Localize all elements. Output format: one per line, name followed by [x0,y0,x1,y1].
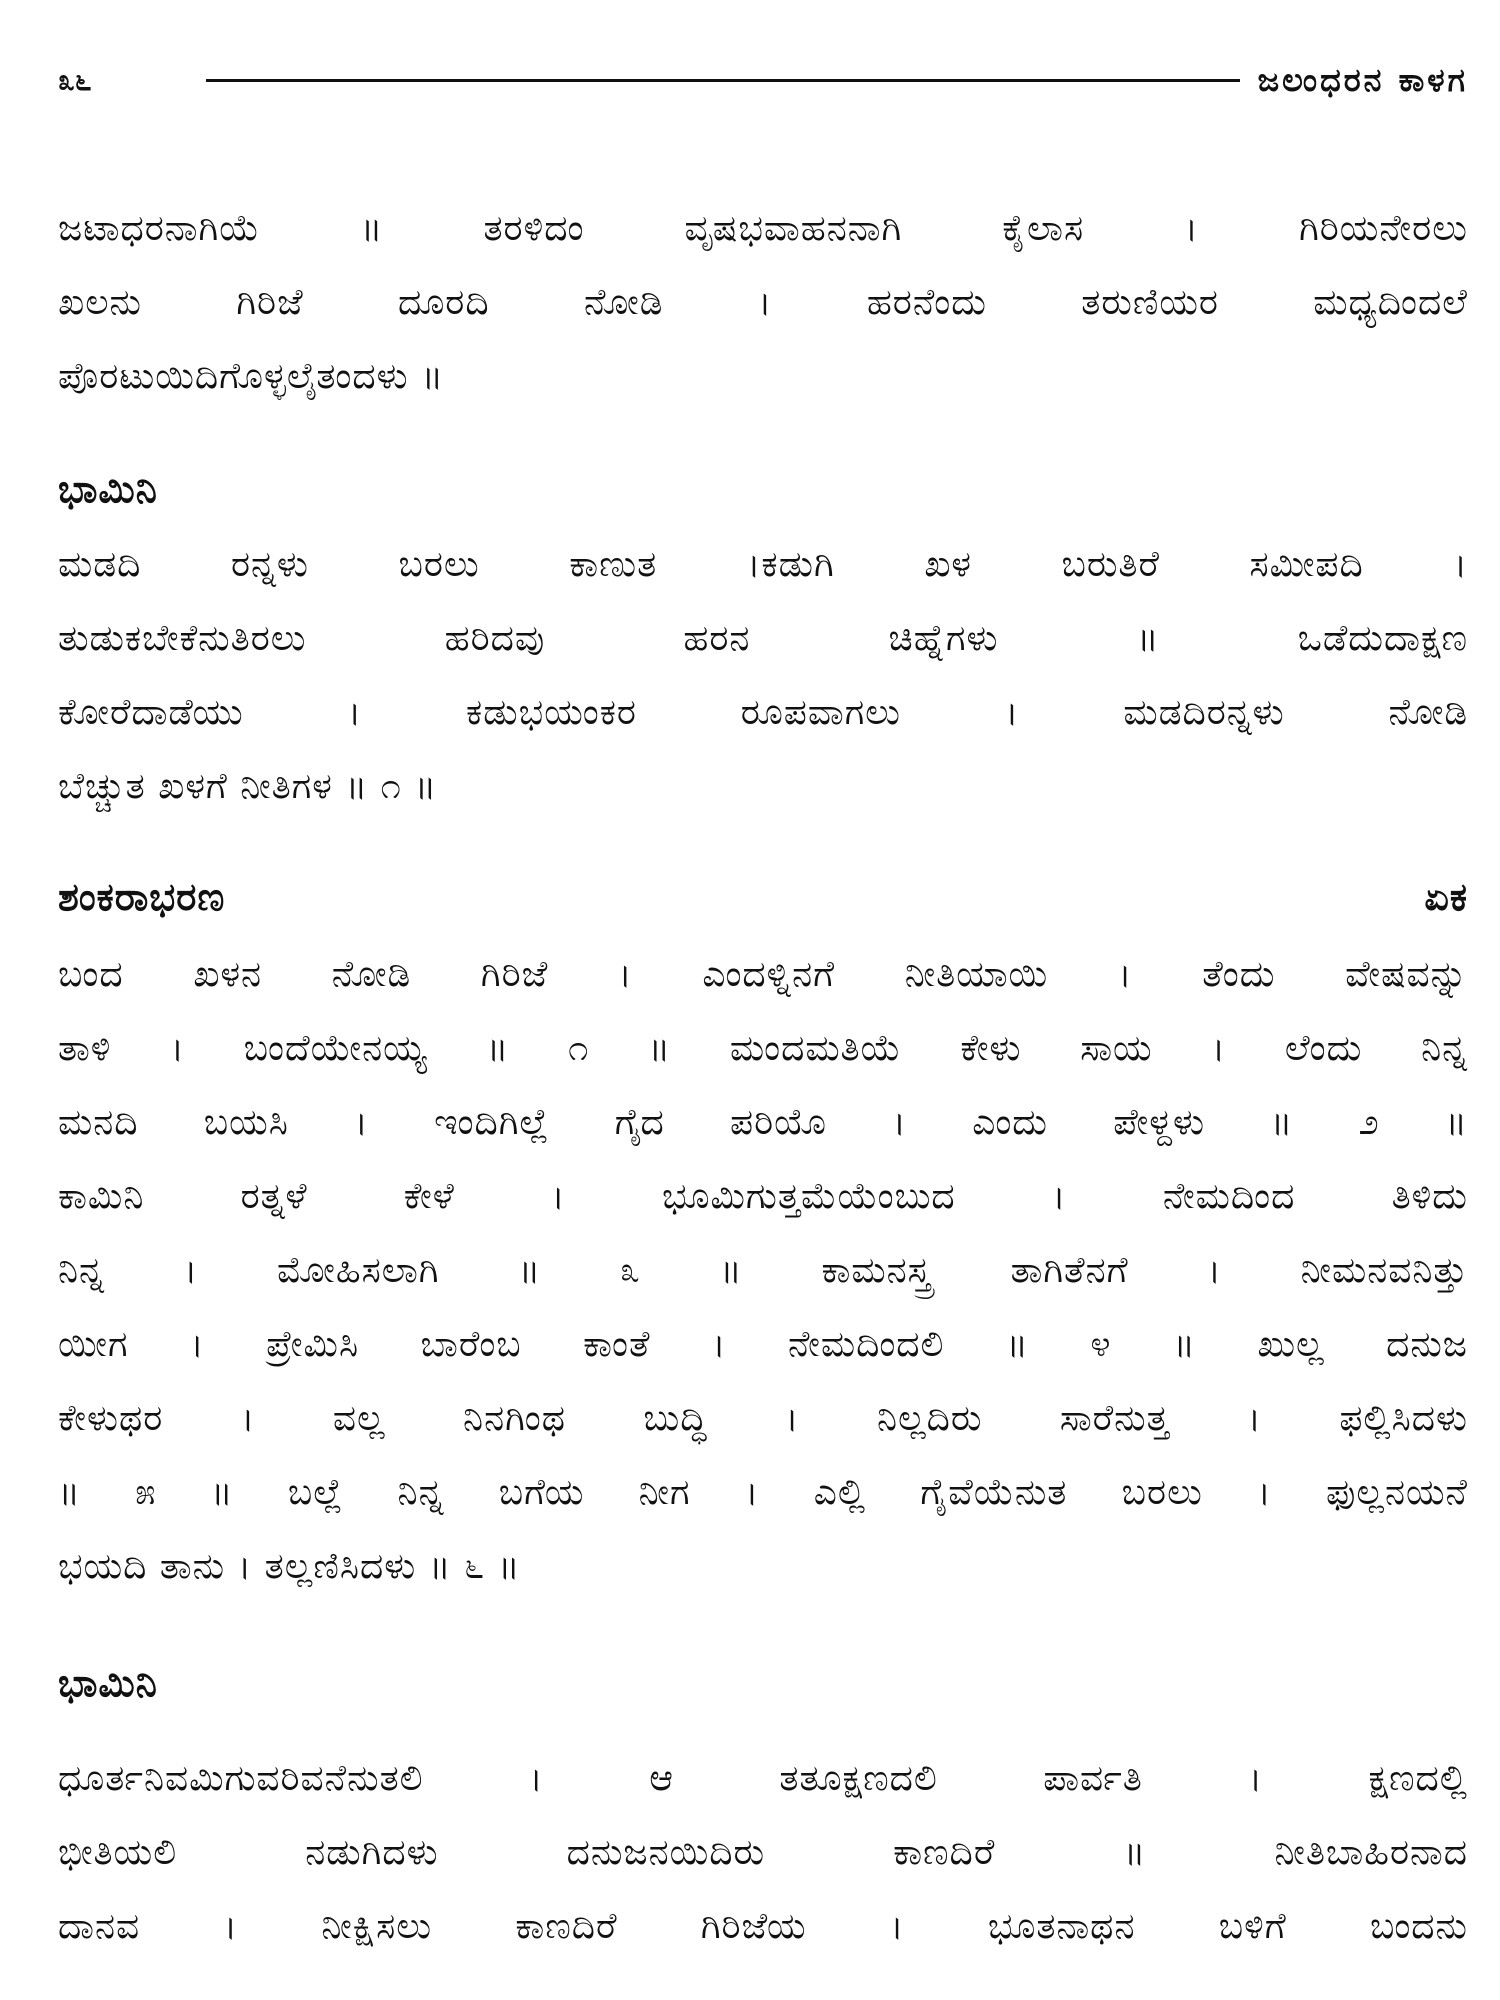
verse-line: ದಾನವ । ನೀಕ್ಷಿಸಲು ಕಾಣದಿರೆ ಗಿರಿಜೆಯ । ಭೂತನಾಥನ ಬಳಿಗೆ ಬಂದನು [58,1906,1468,1947]
running-title: ಜಲಂಧರನ ಕಾಳಗ [1257,60,1468,99]
header-rule [206,79,1240,82]
verse-block-continuation [58,192,1468,414]
verse-line: ತಾಳಿ । ಬಂದೆಯೇನಯ್ಯ ॥ ೧ ॥ ಮಂದಮತಿಯೆ ಕೇಳು ಸಾಯ । ಲೆಂದು ನಿನ್ನ [58,1028,1468,1069]
tala-label: ಏಕ [1424,875,1468,919]
verse-line: ಜಟಾಧರನಾಗಿಯೆ ॥ ತರಳಿದಂ ವೃಷಭವಾಹನನಾಗಿ ಕೈಲಾಸ । ಗಿರಿಯನೇರಲು [58,208,1468,249]
section-title: ಭಾಮಿನಿ [58,1661,158,1705]
verse-line: ಖಲನು ಗಿರಿಜೆ ದೂರದಿ ನೋಡಿ । ಹರನೆಂದು ತರುಣಿಯರ ಮಧ್ಯದಿಂದಲೆ [58,282,1468,323]
verse-line: ॥ ೫ ॥ ಬಲ್ಲೆ ನಿನ್ನ ಬಗೆಯ ನೀಗ । ಎಲ್ಲಿ ಗೈವೆಯೆನುತ ಬರಲು । ಫುಲ್ಲನಯನೆ [58,1472,1468,1513]
page-number: ೩೬ [58,62,92,98]
verse-line: ಧೂರ್ತನಿವಮಿಗುವರಿವನೆನುತಲಿ । ಆ ತತೂಕ್ಷಣದಲಿ ಪಾರ್ವತಿ । ಕ್ಷಣದಲ್ಲಿ [58,1758,1468,1799]
verse-line: ಕಾಮಿನಿ ರತ್ನಳೆ ಕೇಳೆ । ಭೂಮಿಗುತ್ತಮೆಯೆಂಬುದ । ನೇಮದಿಂದ ತಿಳಿದು [58,1176,1468,1217]
verse-line: ಯೀಗ । ಪ್ರೇಮಿಸಿ ಬಾರೆಂಬ ಕಾಂತೆ । ನೇಮದಿಂದಲಿ ॥ ೪ ॥ ಖುಲ್ಲ ದನುಜ [58,1324,1468,1365]
section-heading-shankarabharana [58,862,1468,932]
verse-line: ಕೋರೆದಾಡೆಯು । ಕಡುಭಯಂಕರ ರೂಪವಾಗಲು । ಮಡದಿರನ್ನಳು ನೋಡಿ [58,692,1468,733]
verse-line: ಭೀತಿಯಲಿ ನಡುಗಿದಳು ದನುಜನಯಿದಿರು ಕಾಣದಿರೆ ॥ ನೀತಿಬಾಹಿರನಾದ [58,1832,1468,1873]
verse-line: ಬಂದ ಖಳನ ನೋಡಿ ಗಿರಿಜೆ । ಎಂದಳ್ನಿನಗೆ ನೀತಿಯಾಯಿ । ತೆಂದು ವೇಷವನ್ನು [58,954,1468,995]
section-heading-bhamini [58,454,1468,524]
book-page [58,40,1468,1970]
section-title: ಶಂಕರಾಭರಣ [58,875,226,919]
section-title: ಭಾಮಿನಿ [58,467,158,511]
verse-line: ಪೊರಟುಯಿದಿಗೊಳ್ಳಲೈತಂದಳು ॥ [58,356,445,397]
verse-block-bhamini-2 [58,1742,1468,1964]
verse-line: ಮನದಿ ಬಯಸಿ । ಇಂದಿಗಿಲ್ಲೆ ಗೈದ ಪರಿಯೊ । ಎಂದು ಪೇಳ್ದಳು ॥ ೨ ॥ [58,1102,1468,1143]
verse-line: ಭಯದಿ ತಾನು । ತಲ್ಲಣಿಸಿದಳು ॥ ೬ ॥ [58,1546,521,1587]
verse-line: ಕೇಳುಥರ । ವಲ್ಲ ನಿನಗಿಂಥ ಬುದ್ಧಿ । ನಿಲ್ಲದಿರು ಸಾರೆನುತ್ತ । ಫಲ್ಲಿಸಿದಳು [58,1398,1468,1439]
verse-line: ನಿನ್ನ । ಮೋಹಿಸಲಾಗಿ ॥ ೩ ॥ ಕಾಮನಸ್ತ್ರ ತಾಗಿತೆನಗೆ । ನೀಮನವನಿತ್ತು [58,1250,1468,1291]
verse-block-bhamini-1 [58,528,1468,824]
verse-block-shankarabharana [58,938,1468,1604]
verse-line: ತುಡುಕಬೇಕೆನುತಿರಲು ಹರಿದವು ಹರನ ಚಿಹ್ನೆಗಳು ॥ ಒಡೆದುದಾಕ್ಷಣ [58,618,1468,659]
section-heading-bhamini [58,1648,1468,1718]
page-header [58,40,1468,120]
verse-line: ಬೆಚ್ಚುತ ಖಳಗೆ ನೀತಿಗಳ ॥ ೧ ॥ [58,766,438,807]
verse-line: ಮಡದಿ ರನ್ನಳು ಬರಲು ಕಾಣುತ ।ಕಡುಗಿ ಖಳ ಬರುತಿರೆ ಸಮೀಪದಿ । [58,544,1468,585]
